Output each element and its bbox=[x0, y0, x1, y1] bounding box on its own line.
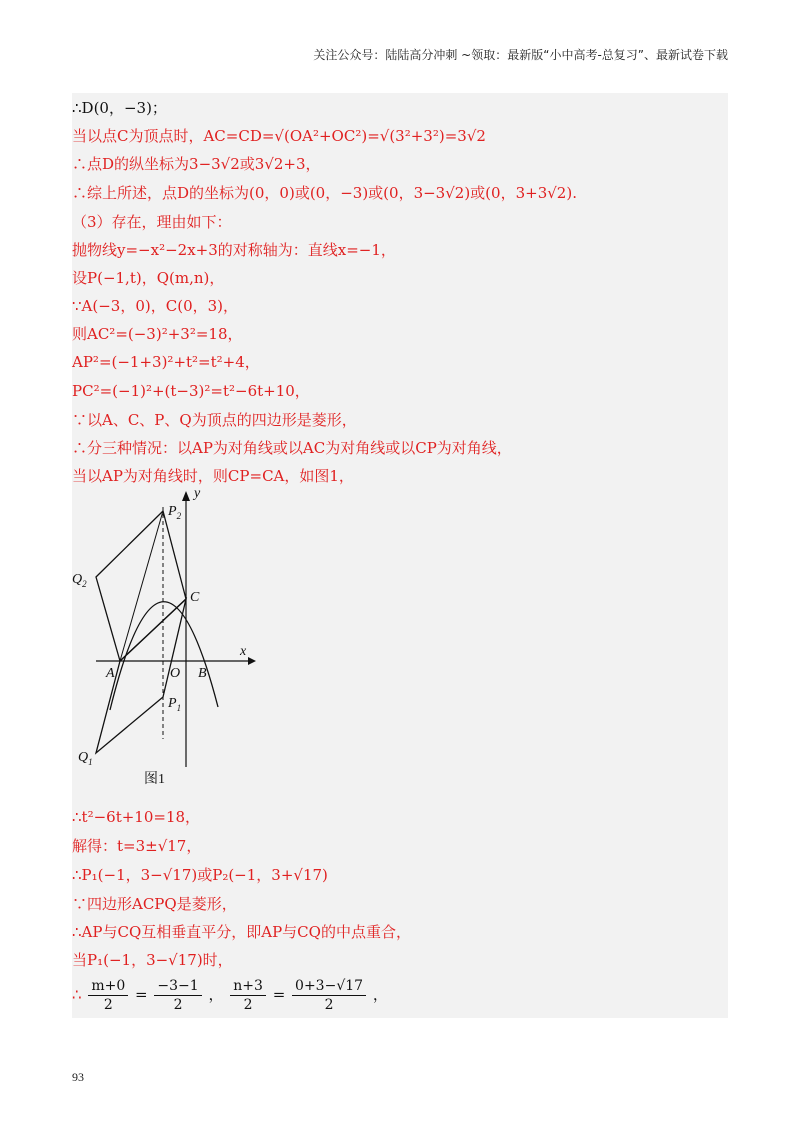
label-p2: $P_2$ bbox=[168, 504, 182, 521]
y-axis-arrow bbox=[182, 491, 190, 501]
text-line: 当P₁(−1，3−√17)时， bbox=[72, 951, 233, 969]
label-c: C bbox=[190, 590, 200, 605]
text-line: 设P(−1,t)，Q(m,n)， bbox=[72, 269, 225, 287]
fraction: $\frac{n+3}{2}$ bbox=[230, 977, 266, 1014]
solution-content bbox=[72, 93, 728, 1018]
text-line: PC²=(−1)²+(t−3)²=t²−6t+10， bbox=[72, 382, 310, 400]
x-axis-arrow bbox=[248, 657, 256, 665]
text-line: （3）存在，理由如下： bbox=[72, 213, 232, 231]
label-q1: $Q_1$ bbox=[78, 750, 93, 767]
page-header: 关注公众号：陆陆高分冲刺 ~领取：最新版“小中高考-总复习”、最新试卷下载 bbox=[313, 48, 728, 62]
figure-caption: 图1 bbox=[144, 772, 165, 787]
text-line: ∵四边形ACPQ是菱形， bbox=[72, 895, 237, 913]
text-line: ∴点D的纵坐标为3−3√2或3√2+3， bbox=[72, 155, 321, 173]
label-q2: $Q_2$ bbox=[72, 572, 87, 589]
text-line: ∴D(0，−3)； bbox=[72, 99, 167, 117]
label-b: B bbox=[198, 666, 207, 681]
text-line: ∴t²−6t+10=18， bbox=[72, 808, 201, 826]
fraction: $\frac{-3-1}{2}$ bbox=[154, 977, 201, 1014]
text-line: 抛物线y=−x²−2x+3的对称轴为：直线x=−1， bbox=[72, 241, 396, 259]
label-x: x bbox=[240, 644, 247, 659]
text-line: 则AC²=(−3)²+3²=18， bbox=[72, 325, 243, 343]
label-a: A bbox=[106, 666, 115, 681]
fraction: $\frac{0+3-√17}{2}$ bbox=[292, 977, 366, 1014]
figure-1 bbox=[72, 485, 272, 805]
diagonal-ap2 bbox=[120, 511, 163, 661]
text-line: ∴综上所述，点D的坐标为(0，0)或(0，−3)或(0，3−3√2)或(0，3+3√2). bbox=[72, 184, 577, 202]
text-line: ∵以A、C、P、Q为顶点的四边形是菱形， bbox=[72, 411, 357, 429]
fraction: $\frac{m+0}{2}$ bbox=[88, 977, 128, 1014]
text-line: ∵A(−3，0)，C(0，3)， bbox=[72, 297, 239, 315]
text-line: AP²=(−1+3)²+t²=t²+4， bbox=[72, 353, 260, 371]
text-line: 解得：t=3±√17， bbox=[72, 837, 202, 855]
text-line: 当以点C为顶点时，AC=CD=√(OA²+OC²)=√(3²+3²)=3√2 bbox=[72, 127, 486, 145]
label-o: O bbox=[170, 666, 181, 681]
page-number: 93 bbox=[72, 1070, 84, 1084]
label-p1: $P_1$ bbox=[168, 696, 182, 713]
label-y: y bbox=[194, 486, 201, 501]
fraction-equation: ∴ $\frac{m+0}{2}$ = $\frac{-3-1}{2}$ ， $\frac{n+3}{2}$ = $\frac{0+3-√17}{2}$ ， bbox=[72, 978, 388, 1013]
text-line: ∴P₁(−1，3−√17)或P₂(−1，3+√17) bbox=[72, 866, 328, 884]
text-line: 当以AP为对角线时，则CP=CA，如图1， bbox=[72, 467, 354, 485]
text-line: ∴分三种情况：以AP为对角线或以AC为对角线或以CP为对角线， bbox=[72, 439, 512, 457]
text-line: ∴AP与CQ互相垂直平分，即AP与CQ的中点重合， bbox=[72, 923, 411, 941]
